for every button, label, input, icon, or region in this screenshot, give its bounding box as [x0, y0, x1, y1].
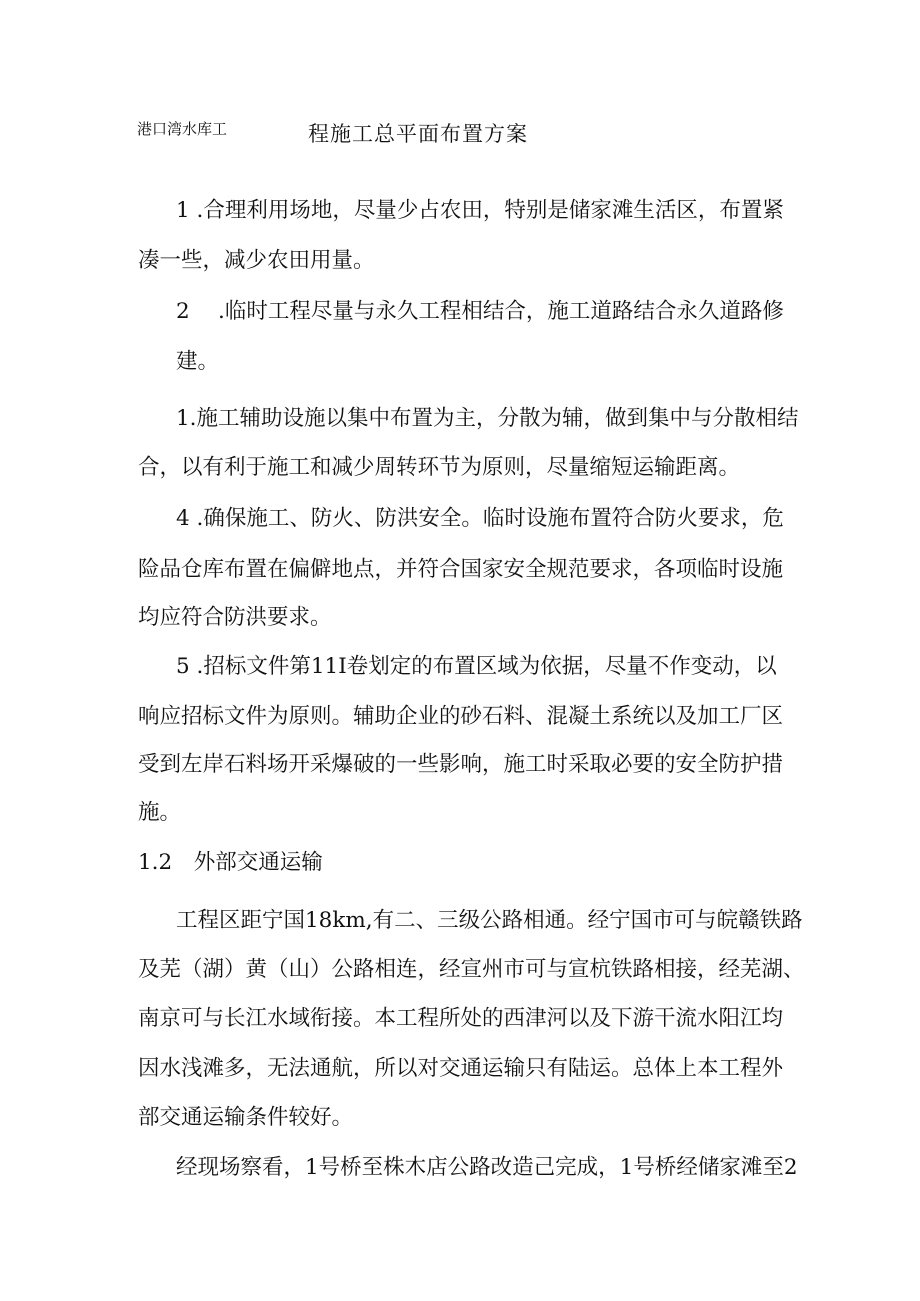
para-1-line-2: 凑一些，减少农田用量。 — [138, 248, 375, 273]
para-4-line-2: 险品仓库布置在偏僻地点，并符合国家安全规范要求，各项临时设施 — [138, 557, 784, 582]
para-6-line-2: 及芜（湖）黄（山）公路相连，经宣州市可与宣杭铁路相接，经芜湖、 — [138, 957, 805, 982]
para-1-line-1: 1 .合理利用场地，尽量少占农田，特别是储家滩生活区，布置紧 — [176, 198, 784, 223]
header-small-text: 港口湾水库工 — [137, 120, 228, 138]
para-2-line-2: 建。 — [176, 349, 220, 374]
para-3-line-2: 合，以有利于施工和减少周转环节为原则，尽量缩短运输距离。 — [138, 455, 741, 480]
para-5-line-3: 受到左岸石料场开采爆破的一些影响，施工时采取必要的安全防护措 — [138, 752, 784, 777]
para-3-line-1: 1.施工辅助设施以集中布置为主，分散为辅，做到集中与分散相结 — [176, 406, 799, 431]
section-heading-1-2: 1.2 外部交通运输 — [138, 850, 323, 875]
para-6-line-5: 部交通运输条件较好。 — [138, 1105, 354, 1130]
para-5-line-1: 5 .招标文件第11I卷划定的布置区域为依据，尽量不作变动，以 — [176, 654, 777, 679]
para-4-line-1: 4 .确保施工、防火、防洪安全。临时设施布置符合防火要求，危 — [176, 506, 784, 531]
para-6-line-1: 工程区距宁国18km,有二、三级公路相通。经宁国市可与皖赣铁路 — [176, 908, 803, 933]
document-title: 程施工总平面布置方案 — [308, 122, 528, 146]
para-5-line-2: 响应招标文件为原则。辅助企业的砂石料、混凝土系统以及加工厂区 — [138, 704, 784, 729]
para-6-line-4: 因水浅滩多，无法通航，所以对交通运输只有陆运。总体上本工程外 — [138, 1056, 784, 1081]
para-5-line-4: 施。 — [138, 800, 182, 825]
para-2-line-1: 2 .临时工程尽量与永久工程相结合，施工道路结合永久道路修 — [176, 299, 784, 324]
para-4-line-3: 均应符合防洪要求。 — [138, 605, 332, 630]
para-6-line-3: 南京可与长江水域衔接。本工程所处的西津河以及下游干流水阳江均 — [138, 1006, 784, 1031]
para-7-line-1: 经现场察看，1号桥至株木店公路改造己完成，1号桥经储家滩至2 — [176, 1155, 798, 1180]
